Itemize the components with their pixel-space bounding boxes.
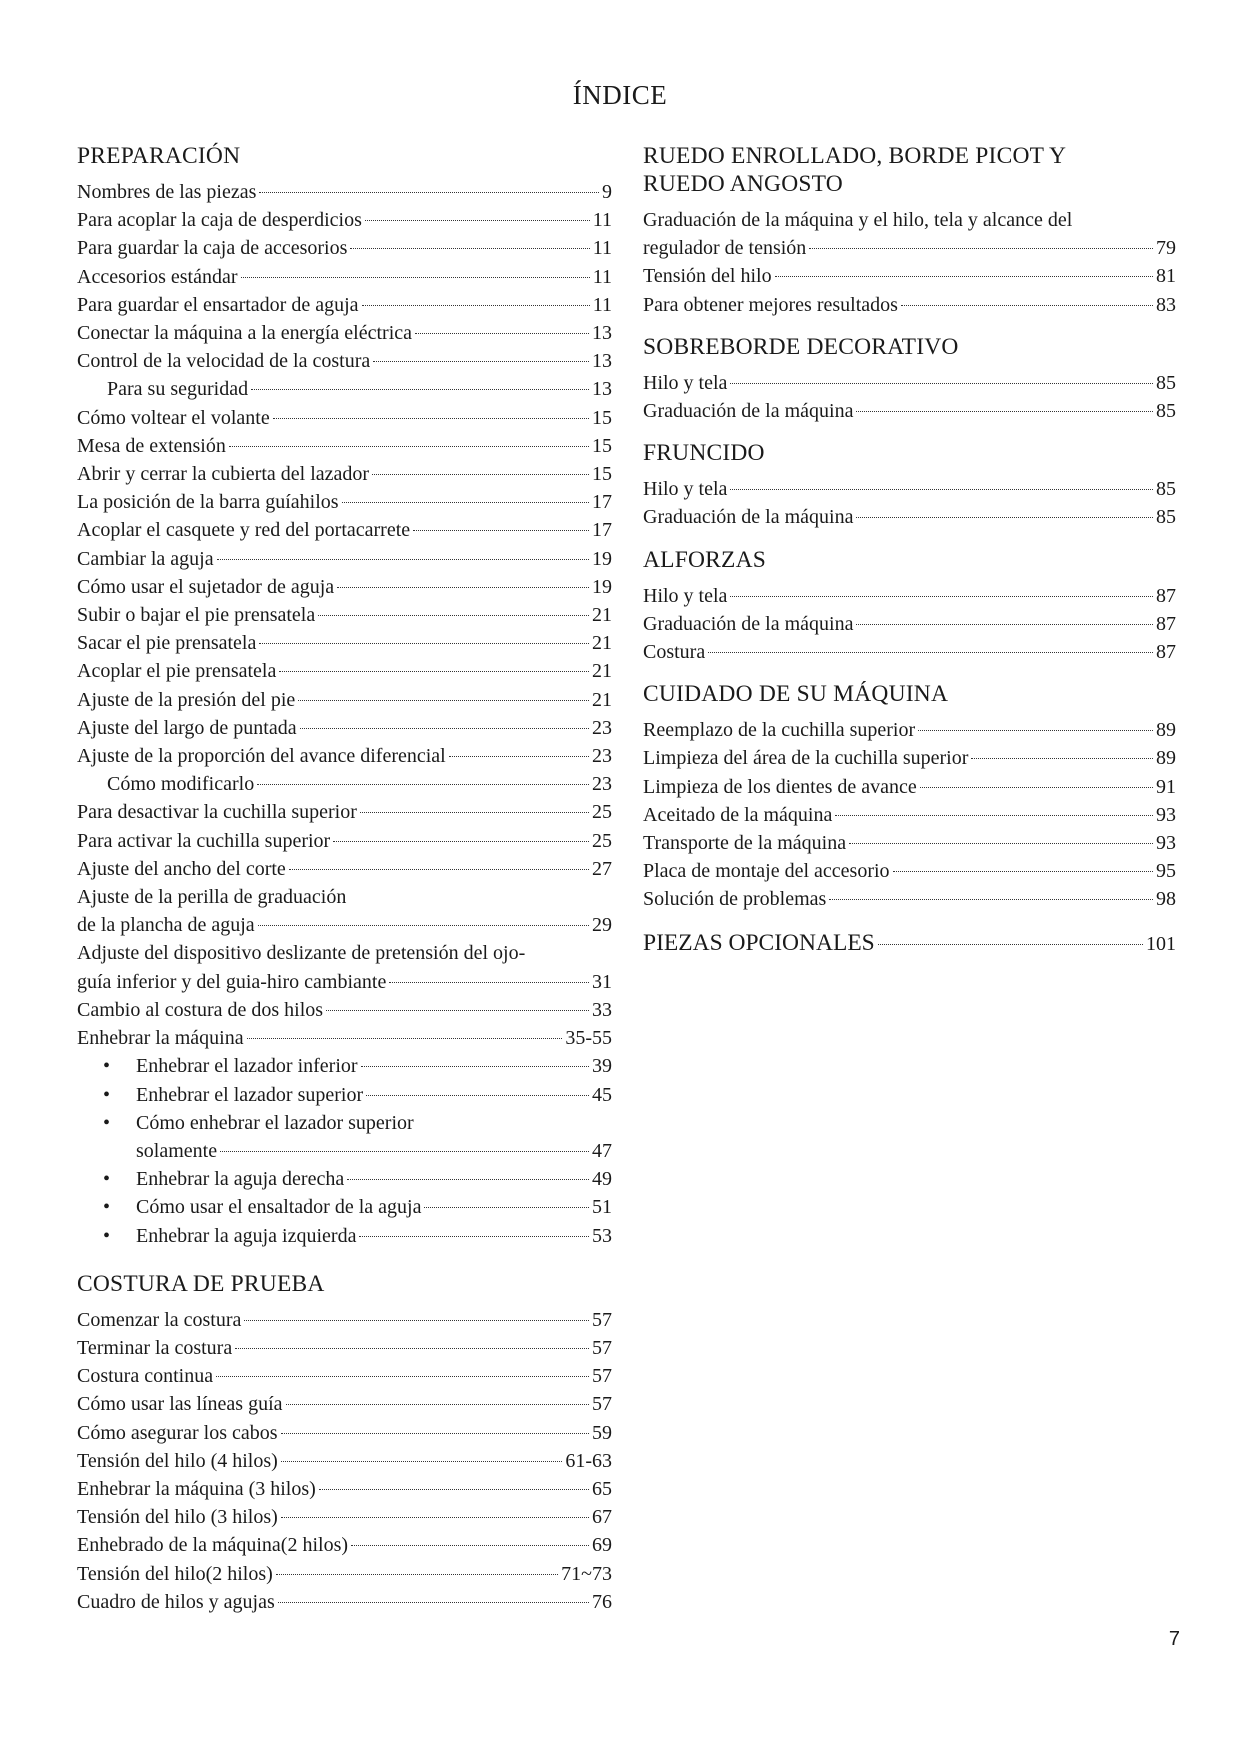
toc-entry[interactable]: Sacar el pie prensatela 21 [77, 632, 612, 655]
toc-entry[interactable]: Comenzar la costura 57 [77, 1308, 612, 1331]
toc-entry[interactable]: • Enhebrar la aguja derecha 49 [77, 1165, 612, 1193]
toc-entry[interactable]: Costura continua 57 [77, 1365, 612, 1388]
toc-entry[interactable]: guía inferior y del guia-hiro cambiante 31 [77, 970, 612, 993]
toc-entry[interactable]: Cambiar la aguja 19 [77, 547, 612, 570]
toc-entry[interactable]: Para acoplar la caja de desperdicios 11 [77, 209, 612, 232]
toc-entry[interactable]: Ajuste de la proporción del avance diferencial 23 [77, 745, 612, 768]
toc-entry[interactable]: Enhebrado de la máquina(2 hilos) 69 [77, 1534, 612, 1557]
toc-entry[interactable]: La posición de la barra guíahilos 17 [77, 491, 612, 514]
toc-entry[interactable]: Solución de problemas 98 [643, 888, 1176, 911]
page-title: ÍNDICE [572, 80, 668, 110]
toc-entry[interactable]: Graduación de la máquina 85 [643, 506, 1176, 529]
toc-entry[interactable]: Tensión del hilo 81 [643, 265, 1176, 288]
bullet-icon: • [103, 1168, 111, 1191]
toc-entry[interactable]: Transporte de la máquina 93 [643, 832, 1176, 855]
toc-entry[interactable]: Enhebrar la máquina 35-55 [77, 1027, 612, 1050]
toc-entry[interactable]: Limpieza del área de la cuchilla superior 89 [643, 747, 1176, 770]
toc-entry[interactable]: Subir o bajar el pie prensatela 21 [77, 604, 612, 627]
toc-entry[interactable]: Hilo y tela 85 [643, 371, 1176, 394]
toc-entry[interactable]: Mesa de extensión 15 [77, 434, 612, 457]
toc-entry[interactable]: Cambio al costura de dos hilos 33 [77, 998, 612, 1021]
section-title: SOBREBORDE DECORATIVO [643, 333, 959, 360]
toc-entry-line: Adjuste del dispositivo deslizante de pretensión del ojo- [77, 942, 526, 965]
toc-entry[interactable]: Nombres de las piezas 9 [77, 181, 612, 203]
toc-entry[interactable]: Tensión del hilo (3 hilos) 67 [77, 1506, 612, 1529]
section-cuidado [643, 680, 1176, 913]
toc-entry[interactable]: • Enhebrar la aguja izquierda 53 [77, 1222, 612, 1250]
section-title: ALFORZAS [643, 546, 767, 573]
toc-entry[interactable]: Tensión del hilo(2 hilos) 71~73 [77, 1562, 612, 1585]
toc-entry[interactable]: de la plancha de aguja 29 [77, 914, 612, 937]
page-number: 7 [1168, 1628, 1180, 1650]
bullet-icon: • [103, 1196, 111, 1219]
toc-entry[interactable]: Accesorios estándar 11 [77, 265, 612, 288]
toc-entry[interactable]: PIEZAS OPCIONALES 101 [643, 929, 1176, 956]
toc-entry[interactable]: Tensión del hilo (4 hilos) 61-63 [77, 1449, 612, 1472]
section-title [643, 142, 1176, 198]
toc-entry[interactable]: Cuadro de hilos y agujas 76 [77, 1590, 612, 1613]
left-column [77, 142, 612, 1630]
toc-entry[interactable]: Limpieza de los dientes de avance 91 [643, 775, 1176, 798]
toc-entry[interactable]: Para guardar el ensartador de aguja 11 [77, 293, 612, 316]
section-preparacion [77, 142, 612, 1250]
section-title: FRUNCIDO [643, 440, 765, 467]
toc-entry[interactable]: Reemplazo de la cuchilla superior 89 [643, 719, 1176, 742]
toc-entry[interactable]: Hilo y tela 85 [643, 478, 1176, 501]
toc-entry[interactable]: Cómo voltear el volante 15 [77, 406, 612, 429]
toc-entry[interactable]: Abrir y cerrar la cubierta del lazador 15 [77, 463, 612, 486]
section-title: CUIDADO DE SU MÁQUINA [643, 681, 949, 708]
section-costura [77, 1270, 612, 1616]
toc-entry-line: • Cómo enhebrar el lazador superior [77, 1109, 612, 1137]
toc-entry-line: Ajuste de la perilla de graduación [77, 886, 347, 909]
toc-entry[interactable]: Acoplar el casquete y red del portacarrete 17 [77, 519, 612, 542]
toc-entry[interactable]: • Enhebrar el lazador inferior 39 [77, 1052, 612, 1080]
toc-entry[interactable]: Para activar la cuchilla superior 25 [77, 829, 612, 852]
toc-entry[interactable]: Placa de montaje del accesorio 95 [643, 860, 1176, 883]
toc-entry-line: Graduación de la máquina y el hilo, tela y alcance del [643, 209, 1073, 231]
toc-entry[interactable]: solamente 47 [136, 1139, 612, 1162]
toc-entry[interactable]: Graduación de la máquina 87 [643, 612, 1176, 635]
toc-entry[interactable]: • Cómo usar el ensaltador de la aguja 51 [77, 1193, 612, 1221]
toc-entry[interactable]: regulador de tensión 79 [643, 237, 1176, 260]
toc-entry[interactable]: Cómo asegurar los cabos 59 [77, 1421, 612, 1444]
toc-entry[interactable]: Costura 87 [643, 641, 1176, 664]
toc-entry[interactable]: Enhebrar la máquina (3 hilos) 65 [77, 1477, 612, 1500]
section-title-line: RUEDO ANGOSTO [643, 171, 843, 197]
toc-entry[interactable]: Graduación de la máquina 85 [643, 400, 1176, 423]
bullet-icon: • [103, 1111, 111, 1134]
toc-entry[interactable]: Aceitado de la máquina 93 [643, 803, 1176, 826]
toc-entry[interactable]: Para desactivar la cuchilla superior 25 [77, 801, 612, 824]
bullet-icon: • [103, 1055, 111, 1078]
toc-entry[interactable]: Acoplar el pie prensatela 21 [77, 660, 612, 683]
section-title-line: RUEDO ENROLLADO, BORDE PICOT Y [643, 143, 1067, 169]
toc-entry[interactable]: Control de la velocidad de la costura 13 [77, 350, 612, 373]
toc-entry[interactable]: Conectar la máquina a la energía eléctrica 13 [77, 322, 612, 345]
section-fruncido [643, 439, 1176, 531]
toc-entry[interactable]: • Enhebrar el lazador superior 45 [77, 1081, 612, 1109]
toc-entry[interactable]: Para su seguridad 13 [107, 378, 612, 401]
section-ruedo [643, 142, 1176, 319]
toc-entry[interactable]: Cómo modificarlo 23 [107, 773, 612, 796]
section-sobreborde [643, 333, 1176, 425]
section-title: PREPARACIÓN [77, 143, 241, 169]
section-title: COSTURA DE PRUEBA [77, 1270, 325, 1297]
toc-entry[interactable]: Ajuste del ancho del corte 27 [77, 857, 612, 880]
right-column [643, 142, 1176, 973]
toc-entry[interactable]: Cómo usar el sujetador de aguja 19 [77, 575, 612, 598]
bullet-icon: • [103, 1224, 111, 1247]
toc-entry[interactable]: Ajuste de la presión del pie 21 [77, 688, 612, 711]
toc-entry[interactable]: Para guardar la caja de accesorios 11 [77, 237, 612, 260]
toc-entry[interactable]: Hilo y tela 87 [643, 584, 1176, 607]
section-piezas [643, 928, 1176, 959]
toc-entry[interactable]: Terminar la costura 57 [77, 1336, 612, 1359]
toc-entry[interactable]: Para obtener mejores resultados 83 [643, 293, 1176, 316]
toc-entry[interactable]: Cómo usar las líneas guía 57 [77, 1393, 612, 1416]
toc-entry[interactable]: Ajuste del largo de puntada 23 [77, 716, 612, 739]
bullet-icon: • [103, 1083, 111, 1106]
section-alforzas [643, 546, 1176, 667]
